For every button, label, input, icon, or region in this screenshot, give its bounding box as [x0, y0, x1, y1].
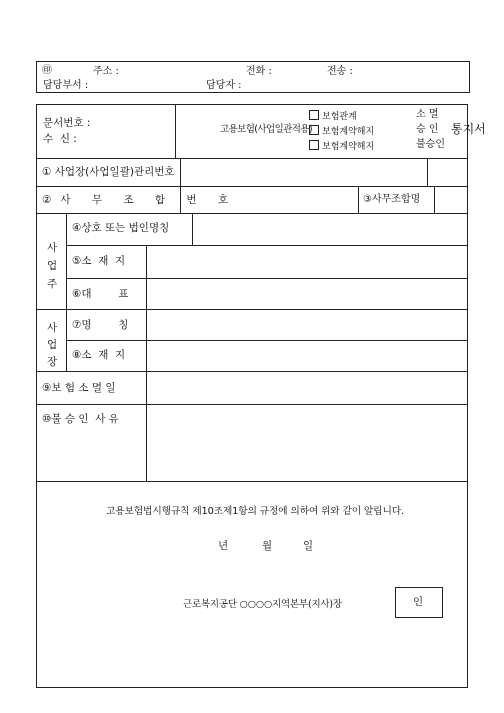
address-label: 주소 :	[93, 66, 119, 77]
title-suffix: 통지서	[451, 122, 486, 136]
option-boxed-2	[309, 125, 374, 137]
field-union-name: ③사무조합명	[363, 194, 421, 205]
option-boxed-3	[309, 140, 374, 152]
option-result-2: 승 인	[416, 124, 439, 135]
option-result-1: 소 멸	[416, 109, 439, 120]
dept-label: 담당부서 :	[43, 80, 89, 91]
row-line	[36, 371, 468, 372]
row-line	[36, 404, 468, 405]
postal-mark: ㊞	[42, 65, 52, 76]
field-representative: ⑥대 표	[72, 288, 129, 300]
phone-label: 전화 :	[246, 66, 272, 77]
field-owner-address: ⑤소 재 지	[72, 255, 126, 267]
col-line	[175, 104, 176, 158]
field-business-number: ① 사업장(사업일괄)관리번호	[42, 166, 175, 178]
row-line	[36, 186, 468, 187]
notice-text: 고용보험법시행규칙 제10조제1항의 규정에 의하여 위와 같이 알립니다.	[106, 506, 404, 517]
col-line	[427, 158, 428, 186]
option-label: 보험관계	[322, 112, 357, 122]
field-site-name: ⑦명 칭	[72, 319, 129, 331]
row-line	[66, 278, 468, 279]
field-site-address: ⑧소 재 지	[72, 349, 126, 361]
row-line	[36, 213, 468, 214]
person-label: 담당자 :	[206, 80, 242, 91]
col-line	[146, 245, 147, 309]
field-union-number: ②사 무 조 합 번 호	[42, 194, 237, 206]
checkbox-insurance-relation[interactable]	[309, 110, 319, 120]
recipient-label: 수 신 :	[43, 133, 77, 145]
row-line	[36, 309, 468, 310]
checkbox-contract-cancel-approve[interactable]	[309, 125, 319, 135]
col-line	[146, 309, 147, 371]
row-line	[66, 245, 468, 246]
option-label: 보험계약해지	[322, 127, 375, 137]
date-day: 일	[303, 540, 314, 552]
col-line	[192, 213, 193, 245]
option-result-3: 불승인	[416, 139, 445, 150]
date-year: 년	[218, 540, 229, 552]
col-line	[358, 186, 359, 213]
option-boxed-1	[309, 110, 357, 122]
col-line	[434, 186, 435, 213]
group-business-owner: 사 업 주	[47, 242, 58, 290]
fax-label: 전송 :	[327, 66, 353, 77]
issuer-text: 근로복지공단 ○○○○지역본부(지사)장	[183, 599, 342, 610]
doc-number-label: 문서번호 :	[43, 117, 91, 129]
field-company-name: ④상호 또는 법인명칭	[72, 222, 170, 234]
checkbox-contract-cancel-reject[interactable]	[309, 140, 319, 150]
title-prefix: 고용보험(사업일관적용)	[220, 124, 312, 135]
col-line	[146, 371, 147, 481]
row-line	[36, 481, 468, 482]
row-line	[36, 158, 468, 159]
group-workplace: 사 업 장	[47, 322, 58, 368]
date-month: 월	[262, 540, 273, 552]
row-line	[66, 340, 468, 341]
field-rejection-reason: ⑩불 승 인 사 유	[42, 413, 119, 425]
col-line	[66, 213, 67, 371]
seal-mark: 인	[413, 596, 424, 608]
option-label: 보험계약해지	[322, 142, 375, 152]
field-expiry-date: ⑨보 험 소 멸 일	[42, 382, 116, 394]
